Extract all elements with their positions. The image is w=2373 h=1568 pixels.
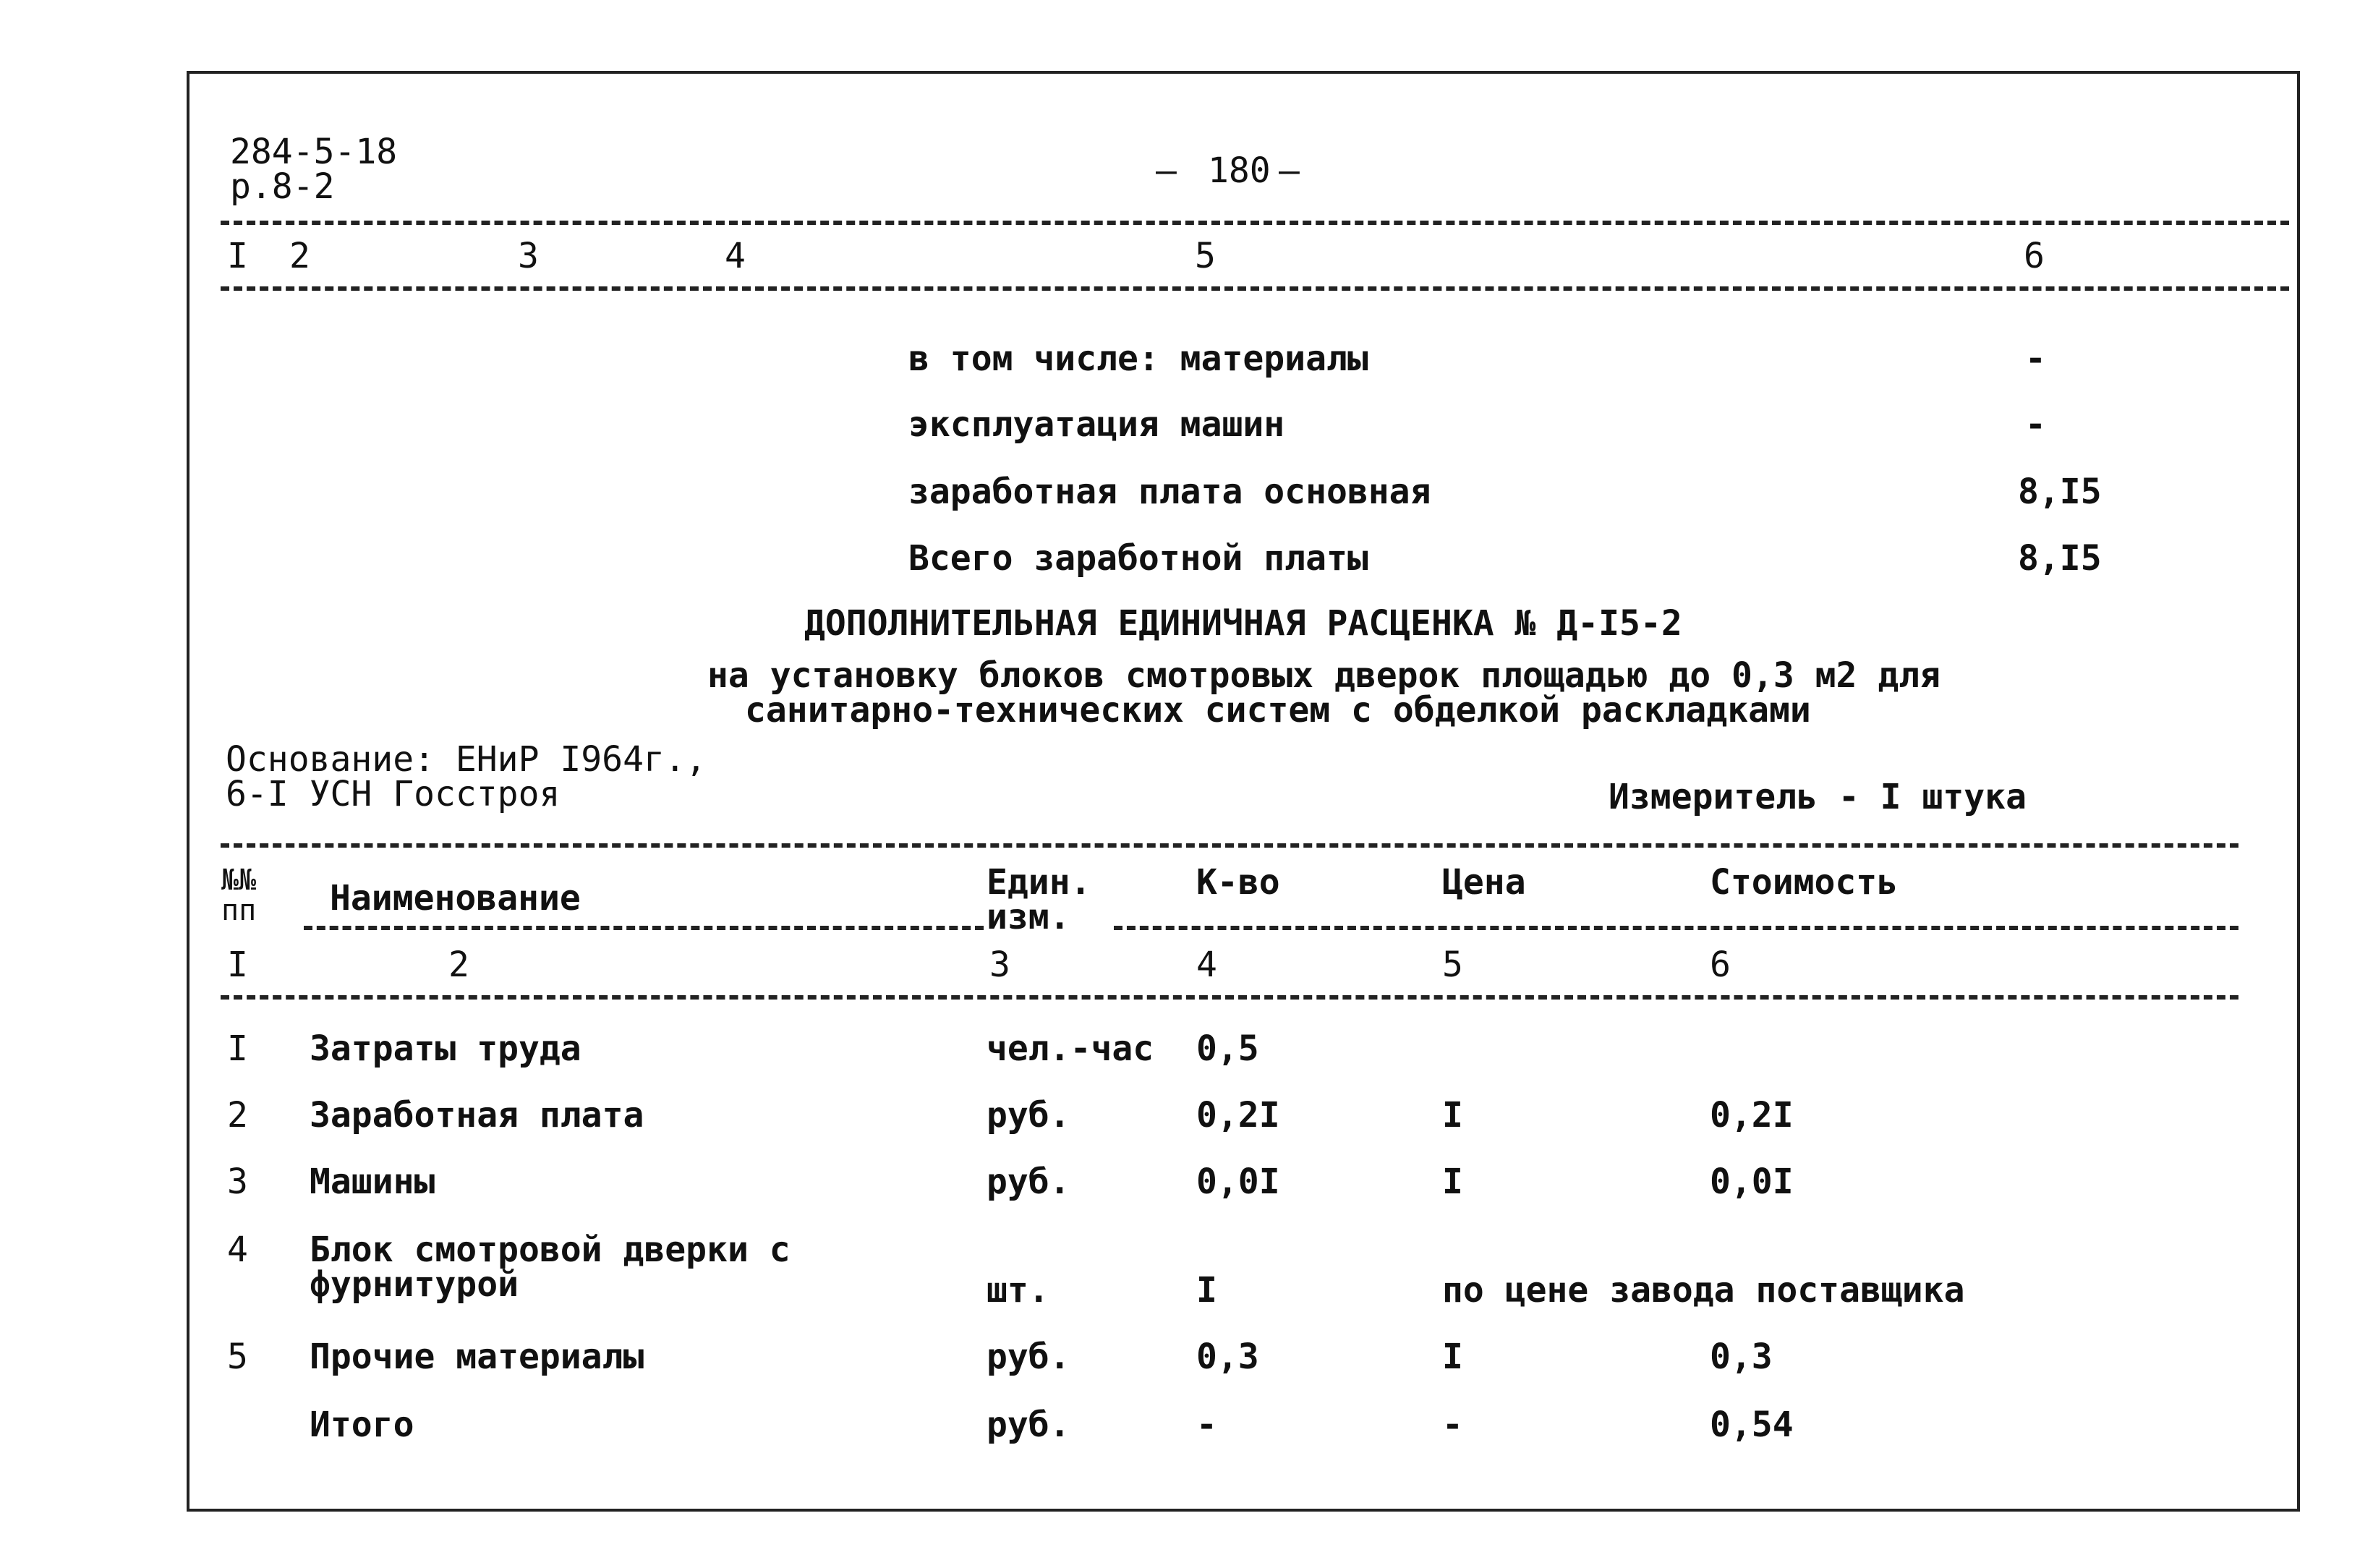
row-name: Итого [310,1405,414,1445]
col-number-5: 5 [1442,945,1463,985]
page-number-right-dash: — [1279,150,1300,191]
top-col-4: 4 [725,236,746,276]
row-name-cont: фурнитурой [310,1264,519,1305]
col-header-unit: Един. изм. [987,862,1091,937]
row-price: I [1442,1162,1463,1202]
row-price: I [1442,1095,1463,1135]
col-header-cost: Стоимость [1710,862,1899,903]
summary-value-machines: - [2025,404,2046,445]
row-qty: 0,3 [1196,1337,1259,1377]
top-col-6: 6 [2024,236,2045,276]
row-qty: I [1196,1270,1217,1311]
col-header-price: Цена [1442,862,1526,903]
col-number-1: I [227,945,248,985]
table-rule-mid-right [1114,926,2238,930]
row-num: 4 [227,1230,248,1270]
page-number-left-dash: — [1156,150,1177,191]
row-qty: 0,0I [1196,1162,1280,1202]
row-unit: руб. [987,1162,1070,1202]
col-number-4: 4 [1196,945,1217,985]
row-num: 2 [227,1095,248,1135]
row-unit: руб. [987,1405,1070,1445]
top-col-3: 3 [518,236,539,276]
row-qty: 0,5 [1196,1028,1259,1069]
section-code: р.8-2 [230,166,335,207]
row-name: Машины [310,1162,435,1202]
col-header-num: №№ пп [221,864,257,927]
summary-label-total-wage: Всего заработной платы [908,538,1368,579]
rate-title-line1: на установку блоков смотровых дверок площадью до 0,3 м2 для [707,655,1941,696]
row-price: I [1442,1337,1463,1377]
col-number-6: 6 [1710,945,1731,985]
col-header-name: Наименование [330,878,581,919]
rule-top [221,221,2289,225]
row-cost: 0,3 [1710,1337,1773,1377]
row-qty: - [1196,1405,1217,1445]
summary-value-total-wage: 8,I5 [2018,538,2102,579]
row-name: Прочие материалы [310,1337,644,1377]
row-cost: 0,0I [1710,1162,1794,1202]
row-name: Заработная плата [310,1095,644,1135]
col-number-3: 3 [989,945,1010,985]
summary-value-wage: 8,I5 [2018,472,2102,512]
row-qty: 0,2I [1196,1095,1280,1135]
row-name: Затраты труда [310,1028,581,1069]
measure-unit: Измеритель - I штука [1609,777,2027,817]
table-rule-top [221,843,2238,848]
col-header-qty: К-во [1196,862,1280,903]
page-number: 180 [1208,150,1271,191]
summary-label-materials: в том числе: материалы [908,338,1368,379]
row-num: 3 [227,1162,248,1202]
top-col-5: 5 [1195,236,1216,276]
table-rule-mid-left [304,926,984,930]
basis-line2: 6-I УСН Госстроя [226,774,561,814]
row-price-note: по цене завода поставщика [1442,1270,1965,1311]
rule-top-2 [221,286,2289,291]
row-num: I [227,1028,248,1069]
summary-value-materials: - [2025,338,2046,379]
row-num: 5 [227,1337,248,1377]
row-unit: руб. [987,1095,1070,1135]
row-cost: 0,54 [1710,1405,1794,1445]
row-unit: руб. [987,1337,1070,1377]
row-unit: шт. [987,1270,1049,1311]
top-col-2: 2 [289,236,310,276]
rate-title-line2: санитарно-технических систем с обделкой раскладками [745,690,1811,730]
table-rule-bottom [221,995,2238,1000]
col-number-2: 2 [448,945,469,985]
summary-label-wage: заработная плата основная [908,472,1431,512]
basis-line1: Основание: ЕНиР I964г., [226,739,707,780]
summary-label-machines: эксплуатация машин [908,404,1285,445]
rate-heading: ДОПОЛНИТЕЛЬНАЯ ЕДИНИЧНАЯ РАСЦЕНКА № Д-I5-2 [804,603,1682,644]
row-cost: 0,2I [1710,1095,1794,1135]
top-col-1: I [227,236,248,276]
row-name: Блок смотровой дверки с [310,1230,791,1270]
row-unit: чел.-час [987,1028,1154,1069]
doc-code: 284-5-18 [230,132,398,172]
row-price: - [1442,1405,1463,1445]
